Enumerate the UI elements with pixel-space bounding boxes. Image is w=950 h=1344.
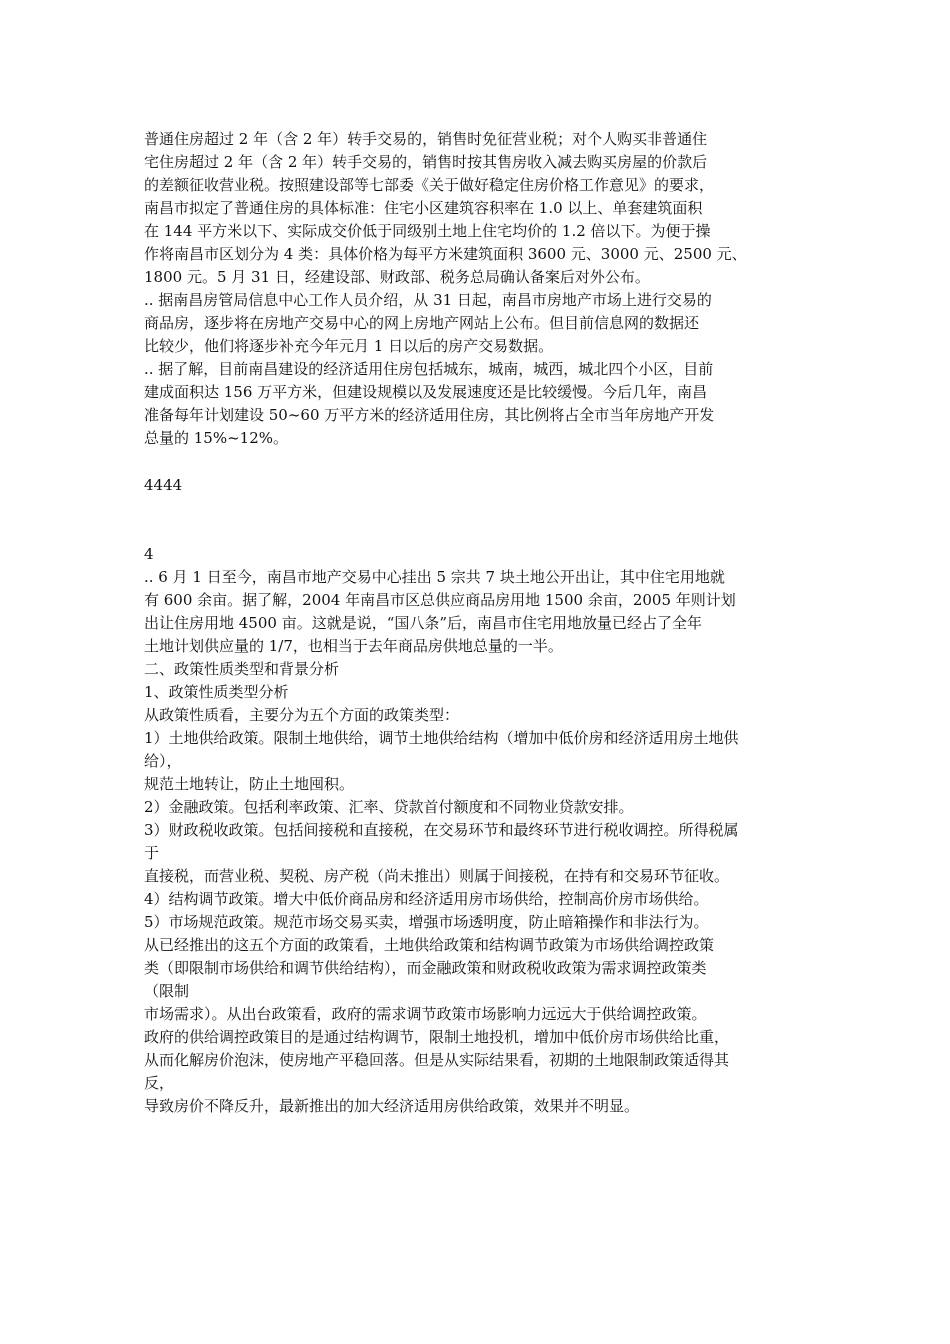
paragraph-housing-tax [144, 128, 820, 289]
list-item: 3）财政税收政策。包括间接税和直接税，在交易环节和最终环节进行税收调控。所得税属 [144, 821, 739, 839]
text-line: 政府的供给调控政策目的是通过结构调节，限制土地投机，增加中低价房市场供给比重， [144, 1028, 730, 1046]
paragraph-affordable-housing [144, 358, 820, 450]
code-text-4: 4 [144, 545, 154, 563]
text-line: 反， [144, 1074, 175, 1092]
text-line: 市场需求）。从出台政策看，政府的需求调节政策市场影响力远远大于供给调控政策。 [144, 1005, 707, 1023]
text-line: 类（即限制市场供给和调节供给结构），而金融政策和财政税收政策为需求调控政策类 [144, 959, 707, 977]
code-text-4444: 4444 [144, 476, 183, 494]
text-line: 准备每年计划建设 50~60 万平方米的经济适用住房，其比例将占全市当年房地产开发 [144, 406, 715, 424]
text-line: 南昌市拟定了普通住房的具体标准：住宅小区建筑容积率在 1.0 以上、单套建筑面积 [144, 199, 703, 217]
list-item: 2）金融政策。包括利率政策、汇率、贷款首付额度和不同物业贷款安排。 [144, 798, 634, 816]
text-line: 给）， [144, 752, 182, 770]
text-line: 建成面积达 156 万平方米，但建设规模以及发展速度还是比较缓慢。今后几年，南昌 [144, 383, 708, 401]
text-line: 有 600 余亩。据了解，2004 年南昌市区总供应商品房用地 1500 余亩，2005 年则计划 [144, 591, 736, 609]
text-line: 普通住房超过 2 年（含 2 年）转手交易的，销售时免征营业税；对个人购买非普通住 [144, 130, 708, 148]
text-line: 直接税，而营业税、契税、房产税（尚未推出）则属于间接税，在持有和交易环节征收。 [144, 867, 730, 885]
text-line: （限制 [144, 982, 190, 1000]
paragraph-info-center [144, 289, 820, 358]
paragraph-land-supply [144, 566, 820, 658]
text-line: 比较少，他们将逐步补充今年元月 1 日以后的房产交易数据。 [144, 337, 554, 355]
text-line: 作将南昌市区划分为 4 类：具体价格为每平方米建筑面积 3600 元、3000 元、2500 元、 [144, 245, 747, 263]
text-line: .. 据了解，目前南昌建设的经济适用住房包括城东，城南，城西，城北四个小区，目前 [144, 360, 714, 378]
text-line: .. 据南昌房管局信息中心工作人员介绍，从 31 日起，南昌市房地产市场上进行交易的 [144, 291, 712, 309]
text-line: .. 6 月 1 日至今，南昌市地产交易中心挂出 5 宗共 7 块土地公开出让，其中住宅用地就 [144, 568, 725, 586]
text-line: 导致房价不降反升，最新推出的加大经济适用房供给政策，效果并不明显。 [144, 1097, 640, 1115]
list-item: 1）土地供给政策。限制土地供给，调节土地供给结构（增加中低价房和经济适用房土地供 [144, 729, 739, 747]
text-line: 宅住房超过 2 年（含 2 年）转手交易的，销售时按其售房收入减去购买房屋的价款后 [144, 153, 708, 171]
text-line: 规范土地转让，防止土地囤积。 [144, 775, 355, 793]
text-line: 于 [144, 844, 160, 862]
text-line: 从已经推出的这五个方面的政策看，土地供给政策和结构调节政策为市场供给调控政策 [144, 936, 715, 954]
text-line: 从而化解房价泡沫，使房地产平稳回落。但是从实际结果看，初期的土地限制政策适得其 [144, 1051, 730, 1069]
document-page [144, 128, 820, 1118]
text-line: 的差额征收营业税。按照建设部等七部委《关于做好稳定住房价格工作意见》的要求， [144, 176, 715, 194]
text-line: 总量的 15%~12%。 [144, 429, 289, 447]
subsection-heading: 1、政策性质类型分析 [144, 683, 289, 701]
text-line: 在 144 平方米以下、实际成交价低于同级别土地上住宅均价的 1.2 倍以下。为便于操 [144, 222, 711, 240]
text-line: 出让住房用地 4500 亩。这就是说，“国八条”后，南昌市住宅用地放量已经占了全年 [144, 614, 703, 632]
section-heading: 二、政策性质类型和背景分析 [144, 660, 340, 678]
text-line: 1800 元。5 月 31 日，经建设部、财政部、税务总局确认备案后对外公布。 [144, 268, 650, 286]
text-line: 商品房，逐步将在房地产交易中心的网上房地产网站上公布。但目前信息网的数据还 [144, 314, 700, 332]
list-item: 5）市场规范政策。规范市场交易买卖，增强市场透明度，防止暗箱操作和非法行为。 [144, 913, 709, 931]
text-line: 土地计划供应量的 1/7，也相当于去年商品房供地总量的一半。 [144, 637, 563, 655]
section-policy-analysis [144, 658, 820, 1118]
text-line: 从政策性质看，主要分为五个方面的政策类型： [144, 706, 460, 724]
list-item: 4）结构调节政策。增大中低价商品房和经济适用房市场供给，控制高价房市场供给。 [144, 890, 709, 908]
